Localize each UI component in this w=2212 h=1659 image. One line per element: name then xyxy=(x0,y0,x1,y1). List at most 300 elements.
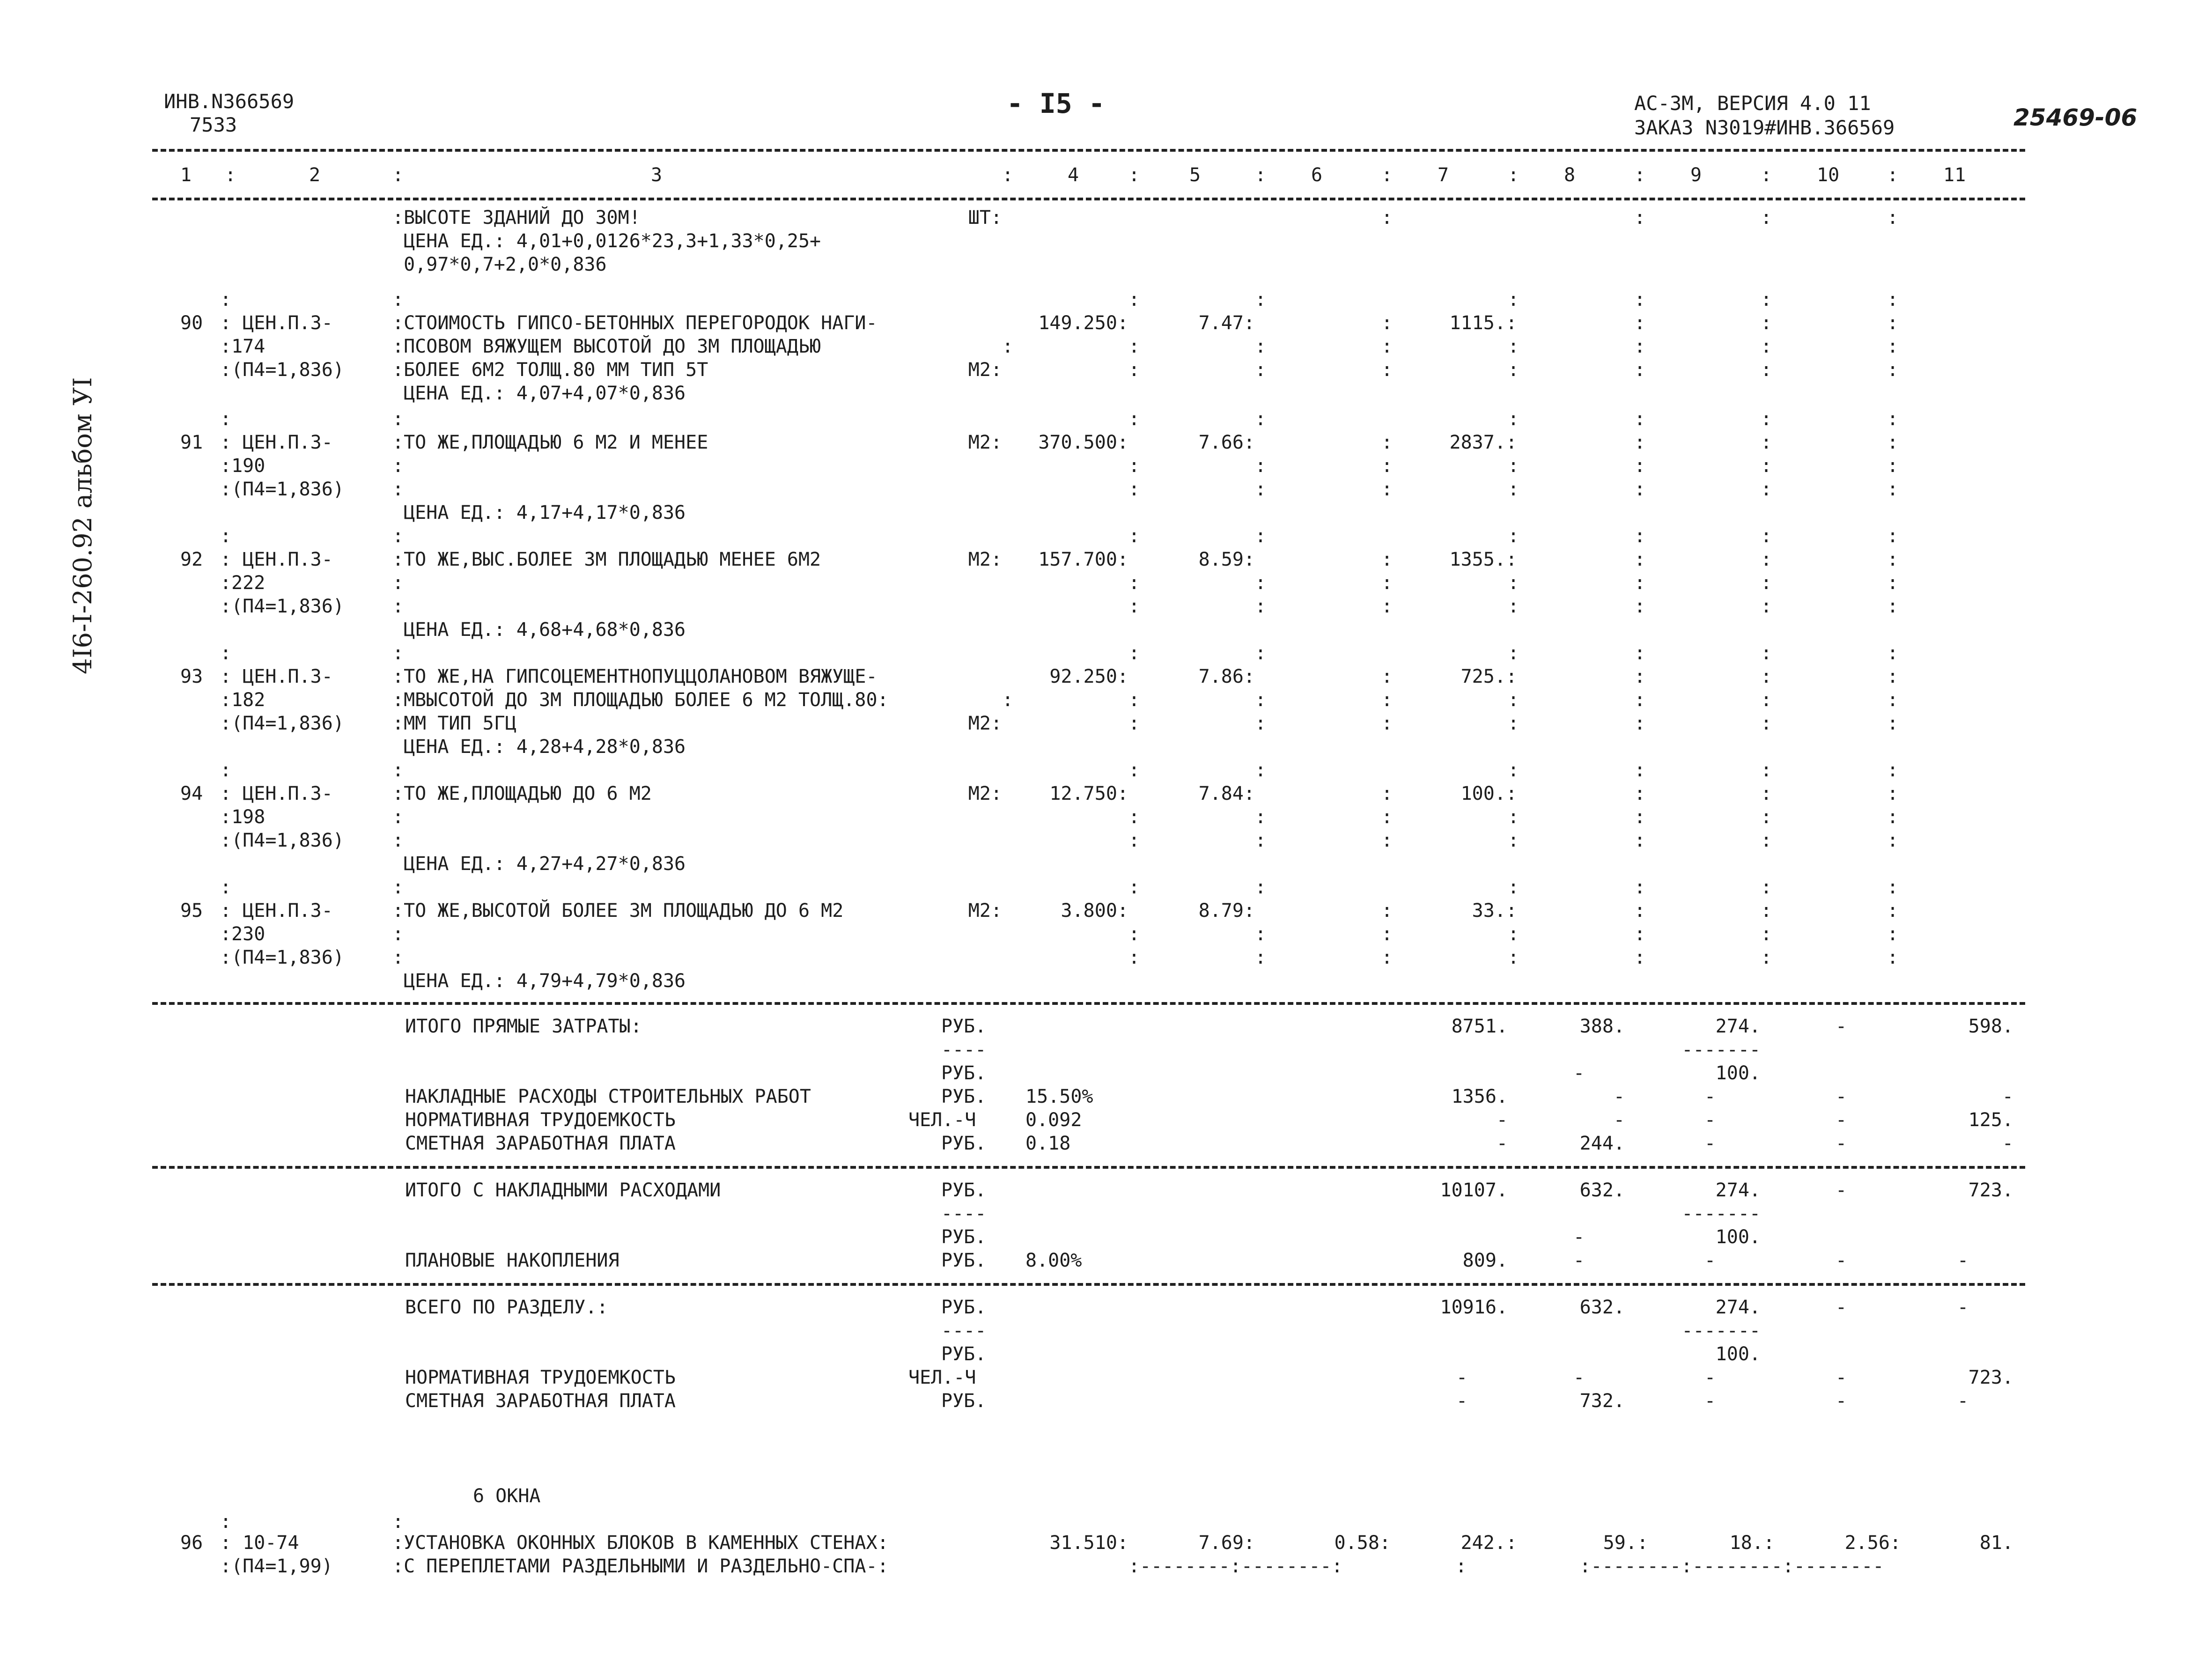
row-unit: М2: xyxy=(968,432,1002,453)
row-separator-mark: : xyxy=(1128,923,1140,945)
column-separator: : xyxy=(1381,164,1393,186)
summary-line-c11: - xyxy=(2002,1133,2013,1154)
summary-line-unit: РУБ. xyxy=(941,1086,987,1107)
wage-c9: - xyxy=(1704,1390,1716,1412)
row-separator-mark: : xyxy=(1255,479,1267,500)
summary1-c11: 598. xyxy=(1968,1016,2013,1037)
row-separator-mark: : xyxy=(1128,479,1140,500)
row-description: :ТО ЖЕ,ВЫС.БОЛЕЕ 3М ПЛОЩАДЬЮ МЕНЕЕ 6М2 xyxy=(392,549,821,570)
summary2-c9-under: ------- xyxy=(1681,1203,1761,1224)
row-separator-mark: : xyxy=(1887,830,1899,851)
summary1-unit: РУБ. xyxy=(941,1016,987,1037)
row-separator-mark: : xyxy=(1634,596,1646,617)
row-total: 33.: xyxy=(1472,900,1517,922)
column-header-2: 2 xyxy=(309,164,321,186)
row-separator-mark: : xyxy=(1255,596,1267,617)
row-separator-mark: : xyxy=(1508,289,1519,310)
row-quantity: 3.800: xyxy=(1061,900,1128,922)
summary-line-label: СМЕТНАЯ ЗАРАБОТНАЯ ПЛАТА xyxy=(405,1133,676,1154)
row-separator-mark: : xyxy=(1761,432,1772,453)
row-separator-mark: : xyxy=(1381,830,1393,851)
row-separator-mark: : xyxy=(1634,689,1646,711)
row-separator-mark: : xyxy=(1128,947,1140,968)
row-separator-mark: : xyxy=(1634,289,1646,310)
row-number: 91 xyxy=(180,432,203,453)
row-quantity: 12.750: xyxy=(1049,783,1128,804)
row-separator-mark: : xyxy=(220,408,232,430)
section6-row-number: 96 xyxy=(180,1532,203,1554)
row-separator-mark: : xyxy=(1761,549,1772,570)
summary3-c9-sub: 100. xyxy=(1715,1343,1761,1365)
plan-c8: - xyxy=(1573,1250,1585,1271)
row-separator-mark: : xyxy=(1255,359,1267,381)
row-separator-mark: : xyxy=(1255,408,1267,430)
row-separator-mark: : xyxy=(1634,877,1646,898)
summary3-unit: РУБ. xyxy=(941,1297,987,1318)
row-separator-mark: : xyxy=(1128,408,1140,430)
column-separator: : xyxy=(1761,164,1772,186)
row-description: :ММ ТИП 5ГЦ xyxy=(392,713,516,734)
column-separator: : xyxy=(1634,164,1646,186)
row-separator-mark: : xyxy=(1887,923,1899,945)
row-separator-mark: : xyxy=(1887,359,1899,381)
summary-line-rate: 0.092 xyxy=(1025,1109,1082,1131)
stamp-number: 25469-06 xyxy=(2013,104,2138,131)
summary3-label: ВСЕГО ПО РАЗДЕЛУ.: xyxy=(405,1297,608,1318)
row-separator-mark: : xyxy=(1887,572,1899,594)
row-separator-mark: : xyxy=(1128,455,1140,477)
row-separator-mark: : xyxy=(1887,596,1899,617)
row-separator-mark: : xyxy=(1255,759,1267,781)
summary2-c9: 274. xyxy=(1715,1180,1761,1201)
column-separator: : xyxy=(1887,164,1899,186)
row-separator-mark: : xyxy=(1634,207,1646,229)
row-code: :(П4=1,836) xyxy=(220,830,344,851)
labor-c10: - xyxy=(1836,1367,1847,1388)
rule-summary3 xyxy=(152,1283,2025,1286)
row-separator-mark: : xyxy=(1128,806,1140,828)
rule-summary2 xyxy=(152,1166,2025,1169)
row-separator-mark: : xyxy=(1887,806,1899,828)
row-separator-mark: : xyxy=(1508,336,1519,357)
summary1-unit-under: ---- xyxy=(941,1039,987,1061)
row-separator-mark: : xyxy=(1128,689,1140,711)
row-separator-mark: : xyxy=(1761,289,1772,310)
column-separator: : xyxy=(225,164,236,186)
section6-tail: :--------:--------: : :--------:--------:-------- xyxy=(1128,1556,1884,1577)
row-separator-mark: : xyxy=(1761,596,1772,617)
column-separator: : xyxy=(1002,164,1014,186)
row-separator-mark: : xyxy=(1381,923,1393,945)
row-separator-mark: : xyxy=(1381,596,1393,617)
row-separator-mark: : xyxy=(1508,830,1519,851)
summary-line-rate: 0.18 xyxy=(1025,1133,1071,1154)
summary-line-c11: 125. xyxy=(1968,1109,2013,1131)
row-unit: М2: xyxy=(968,713,1002,734)
wage-c7: - xyxy=(1456,1390,1468,1412)
row-code: :(П4=1,836) xyxy=(220,359,344,381)
summary2-c9-sub: 100. xyxy=(1715,1226,1761,1248)
section6-code2: :(П4=1,99) xyxy=(220,1556,333,1577)
summary-line-label: НАКЛАДНЫЕ РАСХОДЫ СТРОИТЕЛЬНЫХ РАБОТ xyxy=(405,1086,811,1107)
rule-top xyxy=(152,149,2025,152)
row-separator-mark: : xyxy=(1381,359,1393,381)
row-separator-mark: : xyxy=(1761,783,1772,804)
row-separator-mark: : xyxy=(1761,359,1772,381)
row-separator-mark: : xyxy=(392,525,404,547)
row-separator-mark: : xyxy=(1761,689,1772,711)
row-separator-mark: : xyxy=(1761,830,1772,851)
row-separator-mark: : xyxy=(1381,455,1393,477)
wage-c10: - xyxy=(1836,1390,1847,1412)
row-separator-mark: : xyxy=(1634,549,1646,570)
row-separator-mark: : xyxy=(1761,572,1772,594)
row-separator-mark: : xyxy=(1381,432,1393,453)
row-code: :(П4=1,836) xyxy=(220,479,344,500)
summary1-c8-sub: - xyxy=(1573,1062,1585,1084)
section6-c8: 59.: xyxy=(1603,1532,1648,1554)
row-separator-mark: : xyxy=(1381,207,1393,229)
row-separator-mark: : xyxy=(1255,642,1267,664)
row-separator-mark: : xyxy=(220,642,232,664)
row-description: : xyxy=(392,596,404,617)
summary-line-rate: 15.50% xyxy=(1025,1086,1093,1107)
labor-c8: - xyxy=(1573,1367,1585,1388)
summary-line-c8: - xyxy=(1613,1086,1625,1107)
row-separator-mark: : xyxy=(1887,289,1899,310)
row-code: : ЦЕН.П.3- xyxy=(220,783,333,804)
summary1-c7: 8751. xyxy=(1451,1016,1508,1037)
row-separator-mark: : xyxy=(1761,806,1772,828)
summary3-unit2: РУБ. xyxy=(941,1343,987,1365)
row-separator-mark: : xyxy=(1761,525,1772,547)
row-separator-mark: : xyxy=(1887,759,1899,781)
summary-line-c10: - xyxy=(1836,1109,1847,1131)
summary3-c7: 10916. xyxy=(1440,1297,1508,1318)
row-number: 94 xyxy=(180,783,203,804)
row-unit: М2: xyxy=(968,549,1002,570)
summary3-c8: 632. xyxy=(1579,1297,1625,1318)
row-number: 92 xyxy=(180,549,203,570)
row-separator-mark: : xyxy=(1255,947,1267,968)
row-total: 2837.: xyxy=(1449,432,1517,453)
row-separator-mark: : xyxy=(1128,572,1140,594)
row-separator-mark: : xyxy=(1381,900,1393,922)
plan-unit: РУБ. xyxy=(941,1250,987,1271)
row-code: :222 xyxy=(220,572,265,594)
row-description: : xyxy=(392,947,404,968)
rule-summary1 xyxy=(152,1002,2025,1005)
column-header-10: 10 xyxy=(1817,164,1840,186)
row-separator-mark: : xyxy=(1002,689,1014,711)
row-separator-mark: : xyxy=(1634,900,1646,922)
row-description: : xyxy=(392,923,404,945)
row-code: :182 xyxy=(220,689,265,711)
row-separator-mark: : xyxy=(1887,408,1899,430)
row-separator-mark: : xyxy=(1255,572,1267,594)
section6-c6: 0.58: xyxy=(1334,1532,1391,1554)
row-separator-mark: : xyxy=(1128,359,1140,381)
row-description: :СТОИМОСТЬ ГИПСО-БЕТОННЫХ ПЕРЕГОРОДОК НАГИ- xyxy=(392,312,877,334)
row-separator-mark: : xyxy=(1508,923,1519,945)
row-code: : ЦЕН.П.3- xyxy=(220,432,333,453)
row-separator-mark: : xyxy=(1634,479,1646,500)
row-description: :ВЫСОТЕ ЗДАНИЙ ДО 30М! xyxy=(392,207,641,229)
row-code: :190 xyxy=(220,455,265,477)
summary-line-c10: - xyxy=(1836,1133,1847,1154)
row-total: 1355.: xyxy=(1449,549,1517,570)
row-separator-mark: : xyxy=(1381,783,1393,804)
row-separator-mark: : xyxy=(1761,408,1772,430)
section6-desc1: :УСТАНОВКА ОКОННЫХ БЛОКОВ В КАМЕННЫХ СТЕНАХ: xyxy=(392,1532,889,1554)
program-version: АС-3М, ВЕРСИЯ 4.0 11 xyxy=(1634,92,1871,115)
summary2-unit2: РУБ. xyxy=(941,1226,987,1248)
row-total: 100.: xyxy=(1460,783,1517,804)
row-quantity: 92.250: xyxy=(1049,666,1128,687)
section6-colon-mark-2: : xyxy=(392,1511,404,1533)
row-separator-mark: : xyxy=(1381,666,1393,687)
row-unit-price: 7.84: xyxy=(1198,783,1255,804)
row-separator-mark: : xyxy=(1634,408,1646,430)
row-code: : ЦЕН.П.3- xyxy=(220,312,333,334)
labor-c11: 723. xyxy=(1968,1367,2013,1388)
row-separator-mark: : xyxy=(1634,830,1646,851)
row-separator-mark: : xyxy=(392,642,404,664)
summary2-label: ИТОГО С НАКЛАДНЫМИ РАСХОДАМИ xyxy=(405,1180,721,1201)
row-separator-mark: : xyxy=(1887,336,1899,357)
row-separator-mark: : xyxy=(1255,713,1267,734)
row-quantity: 149.250: xyxy=(1038,312,1128,334)
row-separator-mark: : xyxy=(1508,947,1519,968)
plan-c9: - xyxy=(1704,1250,1716,1271)
row-separator-mark: : xyxy=(1508,759,1519,781)
row-description: ЦЕНА ЕД.: 4,68+4,68*0,836 xyxy=(392,619,686,641)
row-description: :МВЫСОТОЙ ДО 3М ПЛОЩАДЬЮ БОЛЕЕ 6 М2 ТОЛЩ.80: xyxy=(392,689,889,711)
row-separator-mark: : xyxy=(1381,312,1393,334)
labor-c9: - xyxy=(1704,1367,1716,1388)
row-separator-mark: : xyxy=(1887,666,1899,687)
section6-c10: 2.56: xyxy=(1844,1532,1901,1554)
section6-c11: 81. xyxy=(1979,1532,2013,1554)
row-separator-mark: : xyxy=(220,759,232,781)
row-description: :БОЛЕЕ 6М2 ТОЛЩ.80 ММ ТИП 5Т xyxy=(392,359,708,381)
row-number: 90 xyxy=(180,312,203,334)
section6-colon-mark: : xyxy=(220,1511,232,1533)
row-separator-mark: : xyxy=(1761,900,1772,922)
wage-c11: - xyxy=(1957,1390,1969,1412)
plan-label: ПЛАНОВЫЕ НАКОПЛЕНИЯ xyxy=(405,1250,619,1271)
row-description: ЦЕНА ЕД.: 4,27+4,27*0,836 xyxy=(392,853,686,875)
row-separator-mark: : xyxy=(1887,479,1899,500)
row-separator-mark: : xyxy=(220,525,232,547)
row-separator-mark: : xyxy=(1761,207,1772,229)
row-separator-mark: : xyxy=(1887,900,1899,922)
row-code: :(П4=1,836) xyxy=(220,947,344,968)
row-description: : xyxy=(392,806,404,828)
row-separator-mark: : xyxy=(1381,689,1393,711)
column-separator: : xyxy=(392,164,404,186)
summary-line-c8: - xyxy=(1613,1109,1625,1131)
summary-line-c7: - xyxy=(1496,1133,1508,1154)
summary-line-c9: - xyxy=(1704,1133,1716,1154)
row-total: 725.: xyxy=(1460,666,1517,687)
row-unit-price: 7.47: xyxy=(1198,312,1255,334)
row-description: ЦЕНА ЕД.: 4,07+4,07*0,836 xyxy=(392,383,686,404)
row-separator-mark: : xyxy=(1634,312,1646,334)
row-separator-mark: : xyxy=(1255,877,1267,898)
row-quantity: 157.700: xyxy=(1038,549,1128,570)
row-separator-mark: : xyxy=(1634,923,1646,945)
row-separator-mark: : xyxy=(1887,525,1899,547)
row-separator-mark: : xyxy=(1761,713,1772,734)
section6-c5: 7.69: xyxy=(1198,1532,1255,1554)
row-separator-mark: : xyxy=(1508,525,1519,547)
row-separator-mark: : xyxy=(1255,336,1267,357)
row-separator-mark: : xyxy=(1255,455,1267,477)
section6-c9: 18.: xyxy=(1729,1532,1775,1554)
row-separator-mark: : xyxy=(1761,923,1772,945)
row-separator-mark: : xyxy=(1381,336,1393,357)
row-separator-mark: : xyxy=(392,877,404,898)
row-separator-mark: : xyxy=(1761,479,1772,500)
row-description: ЦЕНА ЕД.: 4,01+0,0126*23,3+1,33*0,25+ xyxy=(392,230,821,252)
row-separator-mark: : xyxy=(1128,336,1140,357)
row-separator-mark: : xyxy=(1508,713,1519,734)
row-separator-mark: : xyxy=(1128,525,1140,547)
row-quantity: 370.500: xyxy=(1038,432,1128,453)
column-header-8: 8 xyxy=(1564,164,1576,186)
row-separator-mark: : xyxy=(1887,689,1899,711)
row-separator-mark: : xyxy=(1381,947,1393,968)
column-header-6: 6 xyxy=(1311,164,1323,186)
row-separator-mark: : xyxy=(1887,877,1899,898)
row-separator-mark: : xyxy=(1508,689,1519,711)
summary-line-c8: 244. xyxy=(1579,1133,1625,1154)
row-separator-mark: : xyxy=(1002,336,1014,357)
summary2-unit: РУБ. xyxy=(941,1180,987,1201)
row-separator-mark: : xyxy=(392,289,404,310)
row-description: :ТО ЖЕ,НА ГИПСОЦЕМЕНТНОПУЦЦОЛАНОВОМ ВЯЖУЩЕ- xyxy=(392,666,877,687)
row-separator-mark: : xyxy=(1634,642,1646,664)
row-separator-mark: : xyxy=(1508,642,1519,664)
side-album-label: 4I6-I-260.92 альбом УI xyxy=(68,377,97,674)
column-header-11: 11 xyxy=(1943,164,1966,186)
summary3-c9-under: ------- xyxy=(1681,1320,1761,1342)
summary-line-c10: - xyxy=(1836,1086,1847,1107)
row-description: :ТО ЖЕ,ПЛОЩАДЬЮ ДО 6 М2 xyxy=(392,783,652,804)
plan-c11: - xyxy=(1957,1250,1969,1271)
row-unit-price: 8.79: xyxy=(1198,900,1255,922)
plan-c10: - xyxy=(1836,1250,1847,1271)
summary3-c9: 274. xyxy=(1715,1297,1761,1318)
summary2-unit-under: ---- xyxy=(941,1203,987,1224)
row-separator-mark: : xyxy=(1508,455,1519,477)
plan-c7: 809. xyxy=(1462,1250,1508,1271)
row-separator-mark: : xyxy=(1255,525,1267,547)
row-separator-mark: : xyxy=(1887,312,1899,334)
row-separator-mark: : xyxy=(1255,830,1267,851)
row-separator-mark: : xyxy=(1508,572,1519,594)
row-separator-mark: : xyxy=(1634,572,1646,594)
summary1-unit2: РУБ. xyxy=(941,1062,987,1084)
row-separator-mark: : xyxy=(1761,759,1772,781)
summary-line-label: НОРМАТИВНАЯ ТРУДОЕМКОСТЬ xyxy=(405,1109,676,1131)
row-separator-mark: : xyxy=(1255,689,1267,711)
row-description: 0,97*0,7+2,0*0,836 xyxy=(392,254,607,275)
row-code: :(П4=1,836) xyxy=(220,596,344,617)
row-unit: М2: xyxy=(968,900,1002,922)
summary-line-unit: РУБ. xyxy=(941,1133,987,1154)
row-separator-mark: : xyxy=(1508,596,1519,617)
labor-unit: ЧЕЛ.-Ч xyxy=(908,1367,976,1388)
row-description: :ТО ЖЕ,ВЫСОТОЙ БОЛЕЕ 3М ПЛОЩАДЬЮ ДО 6 М2 xyxy=(392,900,844,922)
rule-header xyxy=(152,198,2025,200)
row-description: ЦЕНА ЕД.: 4,17+4,17*0,836 xyxy=(392,502,686,524)
summary-line-c9: - xyxy=(1704,1109,1716,1131)
row-code: :230 xyxy=(220,923,265,945)
column-header-1: 1 xyxy=(180,164,192,186)
row-separator-mark: : xyxy=(1634,666,1646,687)
summary3-c10: - xyxy=(1836,1297,1847,1318)
row-description: ЦЕНА ЕД.: 4,79+4,79*0,836 xyxy=(392,970,686,992)
row-separator-mark: : xyxy=(1761,455,1772,477)
summary2-c7: 10107. xyxy=(1440,1180,1508,1201)
row-description: : xyxy=(392,572,404,594)
row-number: 95 xyxy=(180,900,203,922)
row-separator-mark: : xyxy=(1887,642,1899,664)
plan-rate: 8.00% xyxy=(1025,1250,1082,1271)
row-separator-mark: : xyxy=(1887,947,1899,968)
summary1-c9-sub: 100. xyxy=(1715,1062,1761,1084)
labor-c7: - xyxy=(1456,1367,1468,1388)
wage-label: СМЕТНАЯ ЗАРАБОТНАЯ ПЛАТА xyxy=(405,1390,676,1412)
row-separator-mark: : xyxy=(1761,336,1772,357)
row-total: 1115.: xyxy=(1449,312,1517,334)
summary1-c8: 388. xyxy=(1579,1016,1625,1037)
row-separator-mark: : xyxy=(1381,572,1393,594)
wage-c8: 732. xyxy=(1579,1390,1625,1412)
section6-c7: 242.: xyxy=(1460,1532,1517,1554)
row-unit: М2: xyxy=(968,783,1002,804)
summary1-c10: - xyxy=(1836,1016,1847,1037)
row-unit-price: 8.59: xyxy=(1198,549,1255,570)
row-code: : ЦЕН.П.3- xyxy=(220,666,333,687)
row-code: : ЦЕН.П.3- xyxy=(220,549,333,570)
summary2-c8: 632. xyxy=(1579,1180,1625,1201)
row-separator-mark: : xyxy=(392,759,404,781)
row-separator-mark: : xyxy=(1508,479,1519,500)
row-separator-mark: : xyxy=(1887,207,1899,229)
row-separator-mark: : xyxy=(220,877,232,898)
row-code: :198 xyxy=(220,806,265,828)
summary3-c11: - xyxy=(1957,1297,1969,1318)
row-separator-mark: : xyxy=(1508,877,1519,898)
row-separator-mark: : xyxy=(1508,359,1519,381)
summary1-c9: 274. xyxy=(1715,1016,1761,1037)
row-separator-mark: : xyxy=(1761,642,1772,664)
summary-line-c9: - xyxy=(1704,1086,1716,1107)
row-separator-mark: : xyxy=(1634,783,1646,804)
row-separator-mark: : xyxy=(1128,289,1140,310)
row-unit-price: 7.86: xyxy=(1198,666,1255,687)
row-separator-mark: : xyxy=(1634,359,1646,381)
row-separator-mark: : xyxy=(392,408,404,430)
row-description: : xyxy=(392,479,404,500)
row-separator-mark: : xyxy=(1887,713,1899,734)
wage-unit: РУБ. xyxy=(941,1390,987,1412)
row-separator-mark: : xyxy=(1761,666,1772,687)
row-separator-mark: : xyxy=(1255,923,1267,945)
